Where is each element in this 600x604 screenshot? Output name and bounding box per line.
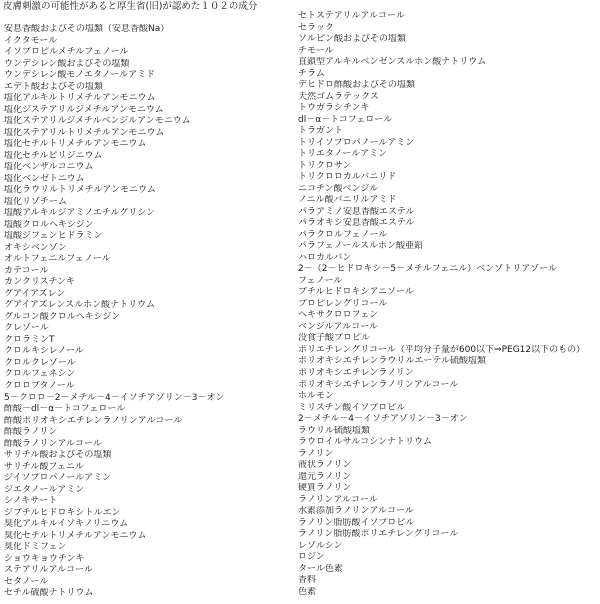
ingredient-name: 2－メチル－4－イソチアゾリン－3－オン [298, 414, 468, 425]
ingredient-item [4, 300, 294, 312]
ingredient-item [4, 485, 294, 497]
ingredient-name: 酢酸ポリオキシエチレンラノリンアルコール [4, 415, 183, 426]
ingredient-item [4, 254, 294, 266]
ingredient-item [4, 24, 294, 36]
ingredient-item [298, 587, 600, 599]
ingredient-name: ジイソプロパノールアミン [4, 473, 112, 484]
ingredient-name: カンクリスチンキ [4, 277, 76, 288]
ingredient-item [4, 243, 294, 255]
ingredient-item [4, 381, 294, 393]
ingredient-name: セチル硫酸ナトリウム [4, 588, 94, 599]
ingredient-item [4, 47, 294, 59]
ingredient-name: トラガント [298, 126, 344, 137]
ingredient-item [298, 575, 600, 587]
ingredient-list-left [4, 24, 294, 600]
ingredient-name: 酢酸ラノリン [4, 427, 58, 438]
ingredient-item [4, 473, 294, 485]
ingredient-item [298, 368, 600, 380]
ingredient-name: クレゾール [4, 323, 49, 334]
document-title: 皮膚刺激の可能性があると厚生省(旧)が認めた１０２の成分 [3, 1, 258, 12]
ingredient-name: 臭化セチルトリメチルアンモニウム [4, 530, 147, 541]
ingredient-item [4, 82, 294, 94]
ingredient-name: 臭化アルキルイソキノリニウム [4, 519, 129, 530]
ingredient-item [298, 345, 600, 357]
ingredient-name: トリクロロカルバニリド [298, 172, 397, 183]
ingredient-item [298, 310, 600, 322]
ingredient-name: ブチルヒドロキシアニソール [298, 287, 414, 298]
ingredient-item [298, 218, 600, 230]
ingredient-item [4, 335, 294, 347]
ingredient-name: ソルビン酸およびその塩類 [298, 34, 407, 45]
ingredient-name: 香料 [298, 575, 317, 586]
ingredient-item [298, 449, 600, 461]
ingredient-name: パラオキシ安息香酸エステル [298, 218, 415, 229]
ingredient-name: 塩化セチルピリジニウム [4, 150, 103, 161]
ingredient-item [4, 404, 294, 416]
ingredient-name: サリチル酸フェニル [4, 461, 84, 472]
ingredient-name: ヘキサクロロフェン [298, 310, 379, 321]
ingredient-item [298, 460, 600, 472]
ingredient-name: ニコチン酸ベンジル [298, 183, 379, 194]
ingredient-item [298, 403, 600, 415]
ingredient-name: トリクロサン [298, 160, 352, 171]
ingredient-name: ラウロイルサルコシンナトリウム [298, 437, 432, 448]
ingredient-item [4, 185, 294, 197]
ingredient-item [4, 59, 294, 71]
ingredient-item [4, 231, 294, 243]
ingredient-item [298, 230, 600, 242]
ingredient-name: クロルクレゾール [4, 357, 76, 368]
ingredient-item [298, 138, 600, 150]
ingredient-item [4, 496, 294, 508]
ingredient-name: 塩酸アルキルジアミノエチルグリシン [4, 208, 156, 219]
ingredient-name: ロジン [298, 552, 325, 563]
ingredient-name: パラアミノ安息香酸エステル [298, 206, 415, 217]
ingredient-name: パラクロルフェノール [298, 229, 388, 240]
ingredient-item [298, 483, 600, 495]
ingredient-name: ポリオキシエチレンラノリン [298, 367, 414, 378]
ingredient-item [298, 380, 600, 392]
ingredient-item [4, 128, 294, 140]
ingredient-name: 塩化ラウリルトリメチルアンモニウム [4, 185, 156, 196]
ingredient-name: 塩化ステアリルジメチルベンジルアンモニウム [4, 116, 191, 127]
ingredient-name: 安息香酸およびその塩類（安息香酸Na） [4, 24, 170, 34]
ingredient-item [298, 161, 600, 173]
ingredient-name: 臭化ドミフェン [4, 542, 67, 553]
ingredient-name: チモール [298, 45, 334, 56]
ingredient-item [298, 506, 600, 518]
ingredient-name: クロルフェネシン [4, 369, 76, 380]
ingredient-item [4, 588, 294, 600]
ingredient-name: レゾルシン [298, 540, 343, 551]
ingredient-name: 5－クロロ－2－メチル－4－イソチアゾリン－3－オン [4, 392, 225, 403]
ingredient-name: セトステアリルアルコール [298, 11, 405, 21]
ingredient-item [4, 36, 294, 48]
ingredient-name: サリチル酸およびその塩類 [4, 450, 112, 461]
ingredient-name: 酢酸－dl－α－トコフェロール [4, 404, 126, 415]
ingredient-item [4, 519, 294, 531]
ingredient-name: グアイアズレン [4, 288, 66, 299]
ingredient-name: グルコン酸クロルヘキシジン [4, 311, 121, 322]
ingredient-item [4, 197, 294, 209]
ingredient-name: プロピレングリコール [298, 298, 388, 309]
ingredient-item [298, 472, 600, 484]
ingredient-item [298, 34, 600, 46]
ingredient-name: ジエタノールアミン [4, 484, 85, 495]
ingredient-name: 塩化ジステアリルジメチルアンモニウム [4, 104, 164, 115]
ingredient-item [298, 437, 600, 449]
ingredient-name: 塩化セチルトリメチルアンモニウム [4, 139, 147, 150]
ingredient-name: 塩酸ジフェンヒドラミン [4, 231, 103, 242]
ingredient-name: 2－（2－ヒドロキシ－5－メチルフェニル）ベンゾトリアゾール [298, 264, 558, 275]
ingredient-item [298, 207, 600, 219]
ingredient-item [298, 541, 600, 553]
ingredient-name: 酢酸ラノリンアルコール [4, 438, 102, 449]
ingredient-item [4, 393, 294, 405]
ingredient-item [298, 46, 600, 58]
ingredient-item [298, 57, 600, 69]
ingredient-name: チラム [298, 68, 325, 79]
ingredient-name: ミリスチン酸イソプロピル [298, 402, 406, 413]
ingredient-item [298, 564, 600, 576]
ingredient-name: ホルモン [298, 391, 335, 402]
ingredient-item [4, 266, 294, 278]
ingredient-name: ハロカルバン [298, 252, 352, 263]
ingredient-item [4, 139, 294, 151]
ingredient-name: ラノリン脂肪酸ポリエチレングリコール [298, 529, 459, 540]
ingredient-name: クロルキシレノール [4, 346, 84, 357]
ingredient-name: デヒドロ酢酸およびその塩類 [298, 80, 416, 91]
ingredient-name: ウンデシレン酸およびその塩類 [4, 58, 130, 69]
ingredient-name: ラノリン脂肪酸イソプロピル [298, 517, 415, 528]
ingredient-item [298, 287, 600, 299]
ingredient-item [4, 116, 294, 128]
ingredient-item [298, 149, 600, 161]
ingredient-name: トリエタノールアミン [298, 149, 388, 160]
ingredient-name: ポリオキシエチレンラノリンアルコール [298, 379, 459, 390]
ingredient-name: ジブチルヒドロキシトルエン [4, 507, 121, 518]
ingredient-item [4, 554, 294, 566]
ingredient-name: イクタモール [4, 35, 58, 46]
ingredient-item [298, 126, 600, 138]
ingredient-name: 塩化アルキルトリメチルアンモニウム [4, 93, 156, 104]
ingredient-name: ポリエチレングリコール（平均分子量が600以下⇒PEG12以下のもの） [298, 344, 586, 355]
ingredient-item [298, 11, 600, 23]
ingredient-item [298, 414, 600, 426]
ingredient-name: 塩化リゾチーム [4, 196, 68, 207]
ingredient-item [4, 542, 294, 554]
ingredient-item [298, 103, 600, 115]
ingredient-name: クロロブタノール [4, 380, 75, 391]
ingredient-item [298, 426, 600, 438]
ingredient-name: ポリオキシエチレンラウリルエーテル硫酸塩類 [298, 356, 486, 367]
ingredient-item [298, 495, 600, 507]
ingredient-item [4, 565, 294, 577]
ingredient-item [4, 427, 294, 439]
ingredient-name: ベンジルアルコール [298, 321, 379, 332]
ingredient-item [4, 462, 294, 474]
ingredient-item [4, 105, 294, 117]
ingredient-name: 液状ラノリン [298, 460, 352, 471]
ingredient-name: 天然ゴムラテックス [298, 91, 379, 102]
ingredient-item [298, 356, 600, 368]
ingredient-name: 硬質ラノリン [298, 483, 352, 494]
ingredient-item [4, 439, 294, 451]
ingredient-item [4, 289, 294, 301]
ingredient-item [4, 174, 294, 186]
ingredient-name: オキシベンゾン [4, 242, 67, 253]
ingredient-name: 塩化ベンゼトニウム [4, 173, 85, 184]
ingredient-list-right [298, 11, 600, 598]
ingredient-item [4, 416, 294, 428]
ingredient-name: ラノリンアルコール [298, 494, 378, 505]
ingredient-name: ショウキョウチンキ [4, 553, 85, 564]
ingredient-name: タール色素 [298, 563, 343, 574]
ingredient-name: dl－α－トコフェロール [298, 114, 393, 125]
ingredient-item [298, 195, 600, 207]
ingredient-item [298, 299, 600, 311]
ingredient-item [4, 323, 294, 335]
ingredient-name: 塩化ステアリルトリメチルアンモニウム [4, 127, 165, 138]
ingredient-name: ノニル酸バニリルアミド [298, 195, 397, 206]
ingredient-name: 水素添加ラノリンアルコール [298, 506, 414, 517]
ingredient-name: クロラミンT [4, 334, 55, 345]
ingredient-name: シノキサート [4, 496, 58, 507]
ingredient-name: ステアリルアルコール [4, 565, 93, 576]
ingredient-name: 還元ラノリン [298, 471, 352, 482]
ingredient-name: カテコール [4, 265, 49, 276]
ingredient-item [298, 253, 600, 265]
ingredient-item [298, 92, 600, 104]
ingredient-item [298, 69, 600, 81]
ingredient-name: ウンデシレン酸モノエタノールアミド [4, 70, 156, 81]
ingredient-item [298, 529, 600, 541]
ingredient-item [298, 241, 600, 253]
ingredient-item [298, 322, 600, 334]
ingredient-item [298, 391, 600, 403]
ingredient-item [4, 208, 294, 220]
ingredient-item [4, 450, 294, 462]
ingredient-item [4, 93, 294, 105]
ingredient-name: 塩化ベンザルコニウム [4, 162, 94, 173]
ingredient-item [4, 531, 294, 543]
ingredient-item [4, 151, 294, 163]
ingredient-name: 色素 [298, 586, 317, 597]
ingredient-name: エデト酸およびその塩類 [4, 81, 104, 92]
ingredient-name: 没食子酸プロピル [298, 333, 371, 344]
ingredient-name: グアイアズレンスルホン酸ナトリウム [4, 300, 155, 311]
ingredient-name: イソプロピルメチルフェノール [4, 47, 129, 58]
ingredient-item [4, 162, 294, 174]
ingredient-item [298, 115, 600, 127]
ingredient-name: オルトフェニルフェノール [4, 254, 111, 265]
ingredient-item [298, 172, 600, 184]
ingredient-item [298, 276, 600, 288]
ingredient-name: トウガラシチンキ [298, 103, 370, 114]
ingredient-name: セラック [298, 22, 334, 33]
ingredient-name: ラノリン [298, 448, 334, 459]
ingredient-item [4, 369, 294, 381]
ingredient-item [4, 346, 294, 358]
ingredient-item [298, 518, 600, 530]
ingredient-name: ラウリル硫酸塩類 [298, 425, 371, 436]
ingredient-item [298, 333, 600, 345]
ingredient-item [4, 277, 294, 289]
ingredient-item [298, 80, 600, 92]
ingredient-name: フェノール [298, 275, 343, 286]
ingredient-item [4, 358, 294, 370]
ingredient-item [298, 264, 600, 276]
ingredient-item [4, 220, 294, 232]
ingredient-item [298, 23, 600, 35]
ingredient-item [4, 577, 294, 589]
ingredient-item [4, 70, 294, 82]
ingredient-item [4, 312, 294, 324]
ingredient-name: 塩酸クロルヘキシジン [4, 219, 94, 230]
ingredient-item [4, 508, 294, 520]
ingredient-name: 直鎖型アルキルベンゼンスルホン酸ナトリウム [298, 57, 487, 68]
ingredient-name: パラフェノールスルホン酸亜鉛 [298, 241, 424, 252]
ingredient-name: トリイソプロパノールアミン [298, 137, 415, 148]
ingredient-name: セタノール [4, 576, 49, 587]
ingredient-item [298, 184, 600, 196]
ingredient-item [298, 552, 600, 564]
